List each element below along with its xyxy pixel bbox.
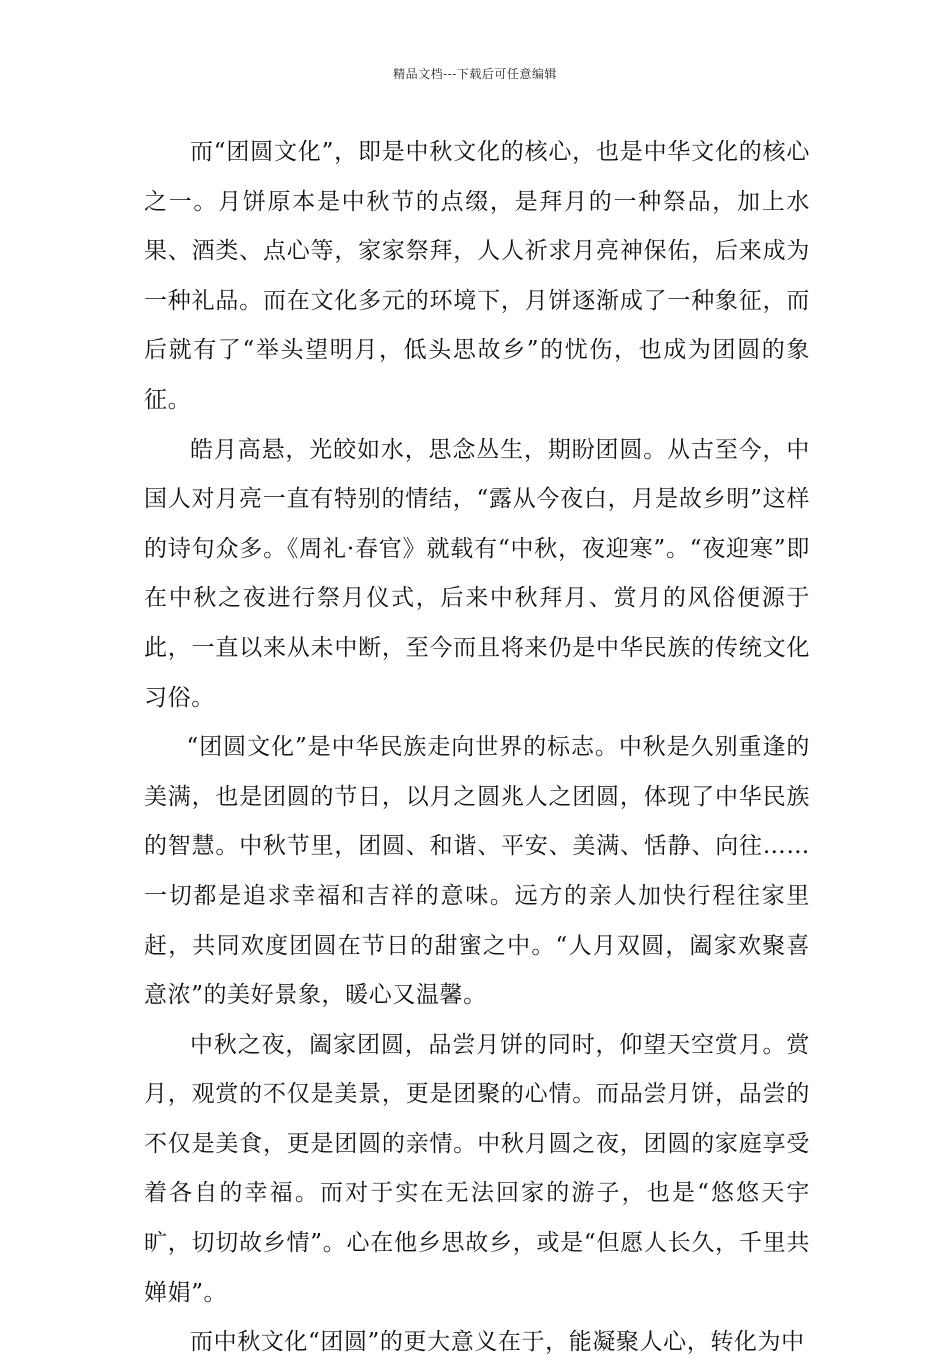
paragraph-1: 而“团圆文化”，即是中秋文化的核心，也是中华文化的核心之一。月饼原本是中秋节的点缀，是拜月的一种祭品，加上水果、酒类、点心等，家家祭拜，人人祈求月亮神保佑，后来成为一种礼品。而在文化多元的环境下，月饼逐渐成了一种象征，而后就有了“举头望明月，低头思故乡”的忧伤，也成为团圆的象征。 — [144, 139, 810, 413]
paragraph-4: 中秋之夜，阖家团圆，品尝月饼的同时，仰望天空赏月。赏月，观赏的不仅是美景，更是团聚的心情。而品尝月饼，品尝的不仅是美食，更是团圆的亲情。中秋月圆之夜，团圆的家庭享受着各自的幸福。而对于实在无法回家的游子，也是“悠悠天宇旷，切切故乡情”。心在他乡思故乡，或是“但愿人长久，千里共婵娟”。 — [144, 1031, 810, 1306]
paragraph-2: 皓月高悬，光皎如水，思念丛生，期盼团圆。从古至今，中国人对月亮一直有特别的情结，“露从今夜白，月是故乡明”这样的诗句众多。《周礼·春官》就载有“中秋，夜迎寒”。“夜迎寒”即在中秋之夜进行祭月仪式，后来中秋拜月、赏月的风俗便源于此，一直以来从未中断，至今而且将来仍是中华民族的传统文化习俗。 — [144, 436, 810, 711]
paragraph-3: “团圆文化”是中华民族走向世界的标志。中秋是久别重逢的美满，也是团圆的节日，以月之圆兆人之团圆，体现了中华民族的智慧。中秋节里，团圆、和谐、平安、美满、恬静、向往……一切都是追求幸福和吉祥的意味。远方的亲人加快行程往家里赶，共同欢度团圆在节日的甜蜜之中。“人月双圆，阖家欢聚喜意浓”的美好景象，暖心又温馨。 — [144, 734, 810, 1009]
document-body — [144, 128, 810, 1368]
paragraph-5: 而中秋文化“团圆”的更大意义在于，能凝聚人心，转化为中 — [190, 1329, 805, 1356]
page-header: 精品文档---下载后可任意编辑 — [393, 67, 557, 81]
